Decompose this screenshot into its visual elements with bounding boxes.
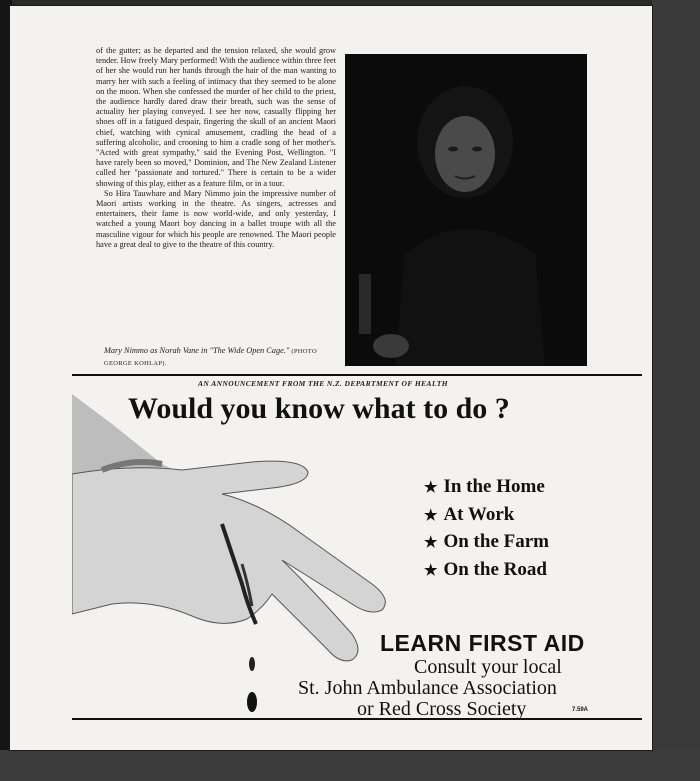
scan-background-right [652, 0, 700, 781]
situation-list [424, 474, 549, 584]
article-paragraph-1: of the gutter; as he departed and the tension relaxed, she would grow tender. How freely Mary performed! With the audience within three feet of her she would run her hands through the hair of the man wanting to marry her with such a feeling of intimacy that they seemed to be alone on the moon. When she confessed the murder of her child to the priest, the audience hardly dared draw their breath, such was the sense of actuality her playing conveyed. I see her now, casually flipping her shoes off in a fatigued despair, fingering the skull of an ancient Maori chief, watching with cynical amusement, cradling the head of a suffering alcoholic, and crooning to him a cradle song of her mother's. "Acted with great sympathy," said the Evening Post, Wellington. "I have rarely been so moved," Dominion, and The New Zealand Listener called her "passionate and tortured." There is certain to be a wider showing of this play, either as a feature film, or in a tour. [96, 46, 336, 188]
photo-credit: (PHOTO GEORGE KOHLAP). [104, 348, 317, 367]
scan-background-bottom [0, 750, 700, 781]
ad-top-rule [72, 374, 642, 376]
red-cross-line: or Red Cross Society [357, 698, 527, 720]
star-icon: ★ [424, 480, 438, 496]
ambulance-association-line: St. John Ambulance Association [298, 677, 557, 699]
list-item: ★ At Work [424, 503, 515, 525]
list-item: ★ On the Road [424, 558, 547, 580]
ad-code: 7.59A [572, 707, 589, 713]
injured-hand-illustration [72, 384, 412, 724]
article-column [96, 46, 336, 250]
list-item: ★ In the Home [424, 476, 545, 497]
consult-line: Consult your local [414, 656, 562, 678]
star-icon: ★ [424, 535, 438, 551]
announcement-line: AN ANNOUNCEMENT FROM THE N.Z. DEPARTMENT OF HEALTH [198, 379, 448, 388]
caption-text: Mary Nimmo as Norah Vane in "The Wide Open Cage." [104, 346, 290, 355]
portrait-photo [345, 54, 587, 366]
list-item: ★ On the Farm [424, 531, 549, 552]
article-paragraph-2: So Hira Tauwhare and Mary Nimmo join the impressive number of Maori artists working in the theatre. As singers, actresses and entertainers, their fame is now world-wide, and only yesterday, I watched a young Maori boy dancing in a ballet troupe with all the masculine vigour for which his people are renowned. The Maori people have a great deal to give to the theatre of this country. [96, 188, 336, 249]
photo-caption [104, 346, 344, 369]
star-icon: ★ [424, 507, 438, 524]
star-icon: ★ [424, 562, 438, 579]
learn-first-aid-heading: LEARN FIRST AID [380, 630, 585, 656]
ad-headline: Would you know what to do ? [128, 392, 510, 425]
